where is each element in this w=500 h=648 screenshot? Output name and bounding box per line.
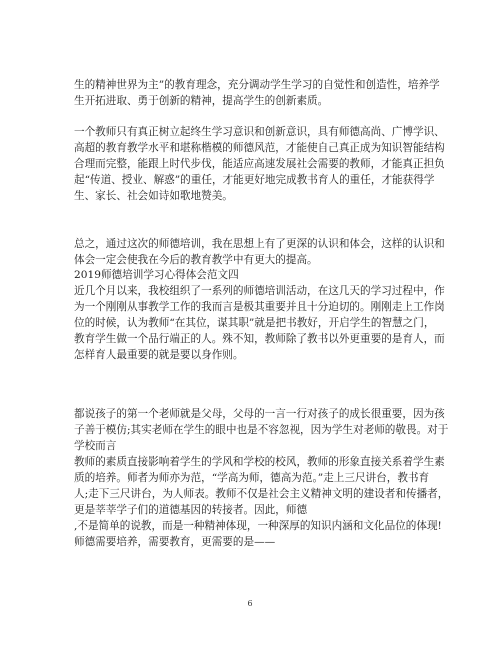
paragraph-3 xyxy=(74,236,445,268)
text-line: 子善于模仿;其实老师在学生的眼中也是不容忽视，因为学生对老师的敬畏。对于 xyxy=(74,424,449,436)
text-line: 生开拓进取、勇于创新的精神，提高学生的创新素质。 xyxy=(74,95,329,107)
text-line: 位的时候，认为教师“在其位，谋其职”就是把书教好，开启学生的智慧之门， xyxy=(74,317,435,329)
section-heading: 2019师德培训学习心得体会范文四 xyxy=(74,269,239,281)
text-line: 怎样育人最重要的就是要以身作则。 xyxy=(74,349,244,361)
text-line: 学校而言 xyxy=(74,440,117,452)
text-line: 起“传道、授业、解惑”的重任，才能更好地完成教书育人的重任，才能获得学 xyxy=(74,174,435,186)
text-line: 生、家长、社会如诗如歌地赞美。 xyxy=(74,190,233,202)
page-number: 6 xyxy=(247,599,253,608)
text-line: 近几个月以来，我校组织了一系列的师德培训活动，在这几天的学习过程中，作 xyxy=(74,285,445,297)
paragraph-4 xyxy=(74,267,445,363)
text-line: 总之，通过这次的师德培训，我在思想上有了更深的认识和体会，这样的认识和 xyxy=(74,238,445,250)
text-line: 都说孩子的第一个老师就是父母，父母的一言一行对孩子的成长很重要，因为孩 xyxy=(74,408,445,420)
text-line: 一个教师只有真正树立起终生学习意识和创新意识，具有师德高尚、广博学识、 xyxy=(74,126,445,138)
paragraph-2 xyxy=(74,124,445,204)
text-line: 师德需要培养，需要教育，更需要的是—— xyxy=(74,536,276,548)
text-line: 高超的教育教学水平和堪称楷模的师德风范，才能使自己真正成为知识智能结构 xyxy=(74,142,445,154)
text-line: 为一个刚刚从事教学工作的我而言是极其重要并且十分迫切的。刚刚走上工作岗 xyxy=(74,301,445,313)
text-line: 教育学生做一个品行端正的人。殊不知，教师除了教书以外更重要的是育人，而 xyxy=(74,333,445,345)
text-line: 教师的素质直接影响着学生的学风和学校的校风，教师的形象直接关系着学生素 xyxy=(74,456,445,468)
text-line: 质的培养。师者为师亦为范，“学高为师，德高为范。”走上三尺讲台，教书育 xyxy=(74,472,430,484)
text-line: 更是莘莘学子们的道德基因的转接者。因此，师德 xyxy=(74,504,308,516)
text-line: 生的精神世界为主”的教育理念，充分调动学生学习的自觉性和创造性，培养学 xyxy=(74,79,440,91)
text-line: ,不是简单的说教，而是一种精神体现，一种深厚的知识内涵和文化品位的体现! xyxy=(74,520,442,532)
text-line: 合理而完整，能跟上时代步伐，能适应高速发展社会需要的教师，才能真正担负 xyxy=(74,158,445,170)
text-line: 人;走下三尺讲台，为人师表。教师不仅是社会主义精神文明的建设者和传播者， xyxy=(74,488,449,500)
paragraph-5 xyxy=(74,406,449,550)
paragraph-1 xyxy=(74,77,440,109)
text-line: 体会一定会使我在今后的教育教学中有更大的提高。 xyxy=(74,254,318,266)
